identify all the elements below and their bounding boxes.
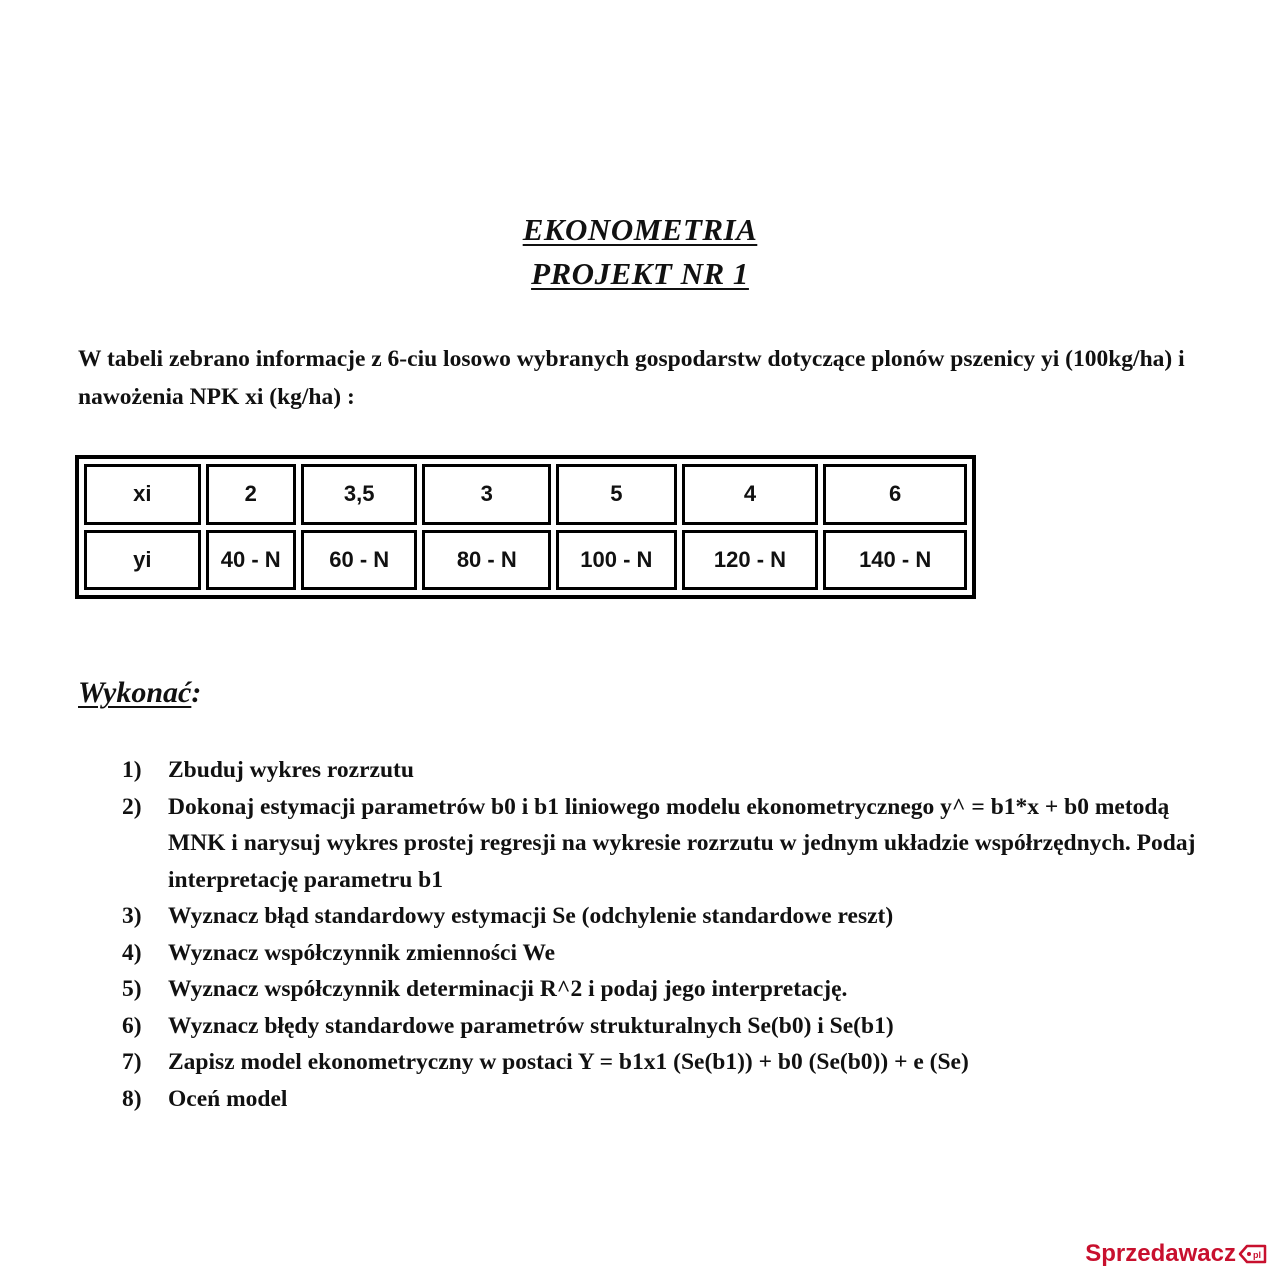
task-text: Dokonaj estymacji parametrów b0 i b1 liniowego modelu ekonometrycznego y^ = b1*x + b0 metodą MNK i narysuj wykres prostej regresji na wykresie rozrzutu w jednym układzie współrzędnych. Podaj interpretację parametru b1 bbox=[168, 793, 1196, 893]
list-item bbox=[122, 971, 1202, 1008]
task-text: Wyznacz współczynnik zmienności We bbox=[168, 939, 556, 966]
tag-icon bbox=[1238, 1243, 1268, 1265]
table-cell: 100 - N bbox=[556, 530, 677, 591]
table-row-xi bbox=[84, 464, 967, 525]
table-cell: 60 - N bbox=[301, 530, 418, 591]
task-text: Wyznacz błąd standardowy estymacji Se (odchylenie standardowe reszt) bbox=[168, 903, 894, 929]
task-number: 4) bbox=[122, 939, 142, 966]
tasks-heading-word: Wykonać bbox=[78, 676, 192, 709]
task-list bbox=[122, 752, 1202, 1117]
task-number: 2) bbox=[122, 793, 142, 820]
intro-paragraph: W tabeli zebrano informacje z 6-ciu losowo wybranych gospodarstw dotyczące plonów pszenicy yi (100kg/ha) i nawożenia NPK xi (kg/ha) : bbox=[78, 346, 1185, 410]
watermark-text: Sprzedawacz bbox=[1085, 1240, 1236, 1267]
task-text: Zbuduj wykres rozrzutu bbox=[168, 757, 414, 783]
task-number: 1) bbox=[122, 757, 142, 783]
title-line-2: PROJEKT NR 1 bbox=[531, 256, 749, 291]
task-number: 7) bbox=[122, 1049, 142, 1075]
list-item bbox=[122, 1008, 1202, 1045]
task-number: 8) bbox=[122, 1085, 142, 1112]
data-table bbox=[75, 455, 976, 599]
task-number: 5) bbox=[122, 976, 142, 1002]
table-cell: 2 bbox=[206, 464, 296, 525]
list-item bbox=[122, 789, 1202, 899]
table-cell: 3,5 bbox=[301, 464, 418, 525]
list-item bbox=[122, 1081, 1202, 1118]
task-text: Oceń model bbox=[168, 1085, 288, 1112]
row-label-yi: yi bbox=[84, 530, 201, 591]
task-number: 6) bbox=[122, 1012, 142, 1039]
list-item bbox=[122, 1044, 1202, 1081]
table-cell: 40 - N bbox=[206, 530, 296, 591]
task-text: Wyznacz błędy standardowe parametrów strukturalnych Se(b0) i Se(b1) bbox=[168, 1012, 894, 1039]
table-cell: 80 - N bbox=[422, 530, 551, 591]
task-text: Zapisz model ekonometryczny w postaci Y = b1x1 (Se(b1)) + b0 (Se(b0)) + e (Se) bbox=[168, 1049, 969, 1075]
watermark-logo bbox=[1085, 1236, 1268, 1272]
row-label-xi: xi bbox=[84, 464, 201, 525]
task-number: 3) bbox=[122, 903, 142, 929]
tasks-heading bbox=[78, 676, 201, 710]
table-cell: 120 - N bbox=[682, 530, 819, 591]
task-text: Wyznacz współczynnik determinacji R^2 i podaj jego interpretację. bbox=[168, 976, 848, 1002]
svg-text:pl: pl bbox=[1253, 1250, 1261, 1260]
list-item bbox=[122, 752, 1202, 789]
table-cell: 140 - N bbox=[823, 530, 967, 591]
table-row-yi bbox=[84, 530, 967, 591]
tasks-heading-colon: : bbox=[191, 676, 202, 709]
table-cell: 3 bbox=[422, 464, 551, 525]
list-item bbox=[122, 898, 1202, 935]
table-cell: 6 bbox=[823, 464, 967, 525]
table-cell: 5 bbox=[556, 464, 677, 525]
title-line-1: EKONOMETRIA bbox=[522, 212, 758, 247]
table-cell: 4 bbox=[682, 464, 819, 525]
list-item bbox=[122, 935, 1202, 972]
